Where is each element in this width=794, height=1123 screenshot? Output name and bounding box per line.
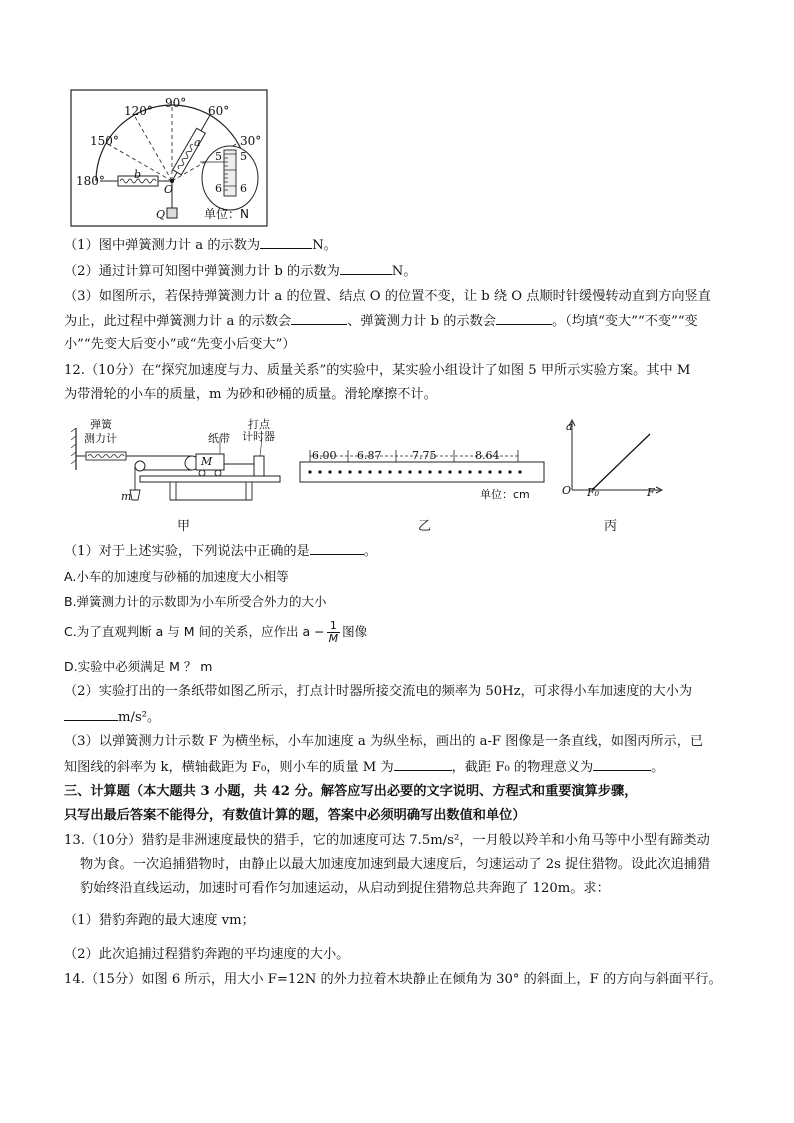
tape-dot	[508, 470, 511, 473]
tape-seg-4: 8.64	[475, 449, 500, 462]
label-O: O	[164, 183, 174, 196]
answer-blank[interactable]	[64, 708, 118, 721]
angle-90: 90°	[165, 96, 187, 110]
scale-tick-2: 5	[240, 150, 247, 163]
tape-dot	[468, 470, 471, 473]
answer-blank[interactable]	[291, 312, 347, 325]
tape-unit: 单位：cm	[480, 488, 530, 501]
answer-blank[interactable]	[496, 312, 552, 325]
angle-120: 120°	[124, 104, 153, 118]
q14-line1: 14.（15分）如图 6 所示，用大小 F=12N 的外力拉着木块静止在倾角为 30° 的斜面上，F 的方向与斜面平行。	[64, 972, 722, 987]
q13-line3: 豹始终沿直线运动，加速时可看作匀加速运动，从启动到捉住猎物总共奔跑了 120m。求：	[80, 881, 610, 896]
angle-150: 150°	[90, 134, 119, 148]
tape-dot	[498, 470, 501, 473]
tape-label: 纸带	[208, 432, 230, 445]
q11-part1: （1）图中弹簧测力计 a 的示数为 N。	[64, 238, 337, 253]
timer-label-1: 打点	[248, 418, 270, 431]
intercept-F0: F₀	[587, 486, 600, 499]
tape-seg-2: 6.87	[357, 449, 382, 462]
section3-title-2: 只写出最后答案不能得分，有数值计算的题，答案中必须明确写出数值和单位）	[64, 808, 526, 823]
angle-180: 180°	[76, 174, 105, 188]
tape-dot	[328, 470, 331, 473]
caption-yi: 乙	[418, 519, 432, 534]
q12-intro-1: 12.（10分）在“探究加速度与力、质量关系”的实验中，某实验小组设计了如图 5 甲所示实验方案。其中 M	[64, 363, 691, 378]
answer-blank[interactable]	[260, 236, 312, 249]
origin-O: O	[562, 484, 572, 497]
bucket-label: m	[121, 490, 132, 503]
q11-part2: （2）通过计算可知图中弹簧测力计 b 的示数为 N。	[64, 264, 417, 279]
tape-dot	[388, 470, 391, 473]
a-F-line	[592, 434, 650, 490]
unit-label: 单位：N	[204, 207, 249, 221]
q12-intro-2: 为带滑轮的小车的质量，m 为砂和砂桶的质量。滑轮摩擦不计。	[64, 387, 437, 402]
tape-dot	[398, 470, 401, 473]
q11-part3-line1: （3）如图所示，若保持弹簧测力计 a 的位置、结点 O 的位置不变，让 b 绕 O 点顺时针缓慢转动直到方向竖直	[64, 289, 711, 304]
q12-optB: B.弹簧测力计的示数即为小车所受合外力的大小	[64, 594, 327, 609]
q11-part3-line3: 小”“先变大后变小”或“先变小后变大”）	[64, 337, 296, 352]
q13-line2: 物为食。一次追捕猎物时，由静止以最大加速度加速到最大速度后，匀速运动了 2s 捉住猎物。设此次追捕猎	[80, 857, 711, 872]
answer-blank[interactable]	[394, 758, 452, 771]
answer-blank[interactable]	[340, 262, 392, 275]
tape-dot	[458, 470, 461, 473]
spring-label-2: 测力计	[84, 432, 117, 445]
label-Q: Q	[156, 208, 166, 221]
tape-dot	[308, 470, 311, 473]
section3-title-1: 三、计算题（本大题共 3 小题，共 42 分。解答应写出必要的文字说明、方程式和重要演算步骤，	[64, 784, 638, 799]
tape-dot	[448, 470, 451, 473]
tape-dot	[418, 470, 421, 473]
axis-a: a	[566, 420, 573, 433]
answer-blank[interactable]	[593, 758, 651, 771]
scale-tick-1: 5	[215, 150, 222, 163]
timer-label-2: 计时器	[242, 430, 275, 443]
tape-dot	[348, 470, 351, 473]
tape-dot	[318, 470, 321, 473]
tape-dot	[408, 470, 411, 473]
tape-dot	[488, 470, 491, 473]
q12-s2-line2: m/s²。	[64, 708, 160, 727]
q11-part3-line2: 为止，此过程中弹簧测力计 a 的示数会 、弹簧测力计 b 的示数会 。（均填“变大”“不变”“变	[64, 314, 698, 329]
tape-dot	[368, 470, 371, 473]
q12-optD: D.实验中必须满足 M ？ m	[64, 659, 213, 674]
tape-dot	[428, 470, 431, 473]
tape-dot	[518, 470, 521, 473]
q12-optC: C.为了直观判断 a 与 M 间的关系，应作出 a − $\frac{1}{M}$ 图像	[64, 619, 368, 645]
label-a: a	[194, 136, 201, 149]
q13-s2: （2）此次追捕过程猎豹奔跑的平均速度的大小。	[64, 947, 350, 962]
caption-bing: 丙	[604, 519, 618, 534]
axis-F: F	[647, 486, 655, 499]
q12-optA: A.小车的加速度与砂桶的加速度大小相等	[64, 569, 289, 584]
answer-blank[interactable]	[310, 542, 364, 555]
q12-s1: （1）对于上述实验，下列说法中正确的是 。	[64, 544, 377, 559]
tape-seg-3: 7.75	[412, 449, 437, 462]
tape-dot	[378, 470, 381, 473]
tape-dot	[338, 470, 341, 473]
cart-label: M	[201, 455, 213, 468]
angle-60: 60°	[208, 104, 230, 118]
scale-tick-4: 6	[240, 182, 247, 195]
spring-label-1: 弹簧	[90, 418, 112, 431]
tape-dot	[478, 470, 481, 473]
scale-tick-3: 6	[215, 182, 222, 195]
fraction-1-over-M: $\frac{1}{M}$	[328, 619, 339, 645]
tape-dot	[438, 470, 441, 473]
label-b: b	[134, 168, 142, 181]
tape-seg-1: 6.00	[312, 449, 337, 462]
angle-30: 30°	[240, 134, 262, 148]
q12-s3-line2: 知图线的斜率为 k，横轴截距为 F₀，则小车的质量 M 为 ，截距 F₀ 的物理意义为 。	[64, 760, 665, 775]
q13-line1: 13.（10分）猎豹是非洲速度最快的猎手，它的加速度可达 7.5m/s²，一月般以羚羊和小角马等中小型有蹄类动	[64, 833, 710, 848]
q12-s3-line1: （3）以弹簧测力计示数 F 为横坐标，小车加速度 a 为纵坐标，画出的 a-F 图像是一条直线，如图丙所示，已	[64, 734, 704, 749]
caption-jia: 甲	[177, 519, 191, 534]
q13-s1: （1）猎豹奔跑的最大速度 vm；	[64, 913, 255, 928]
tape-dot	[358, 470, 361, 473]
q12-s2-line1: （2）实验打出的一条纸带如图乙所示，打点计时器所接交流电的频率为 50Hz，可求得小车加速度的大小为	[64, 684, 693, 699]
